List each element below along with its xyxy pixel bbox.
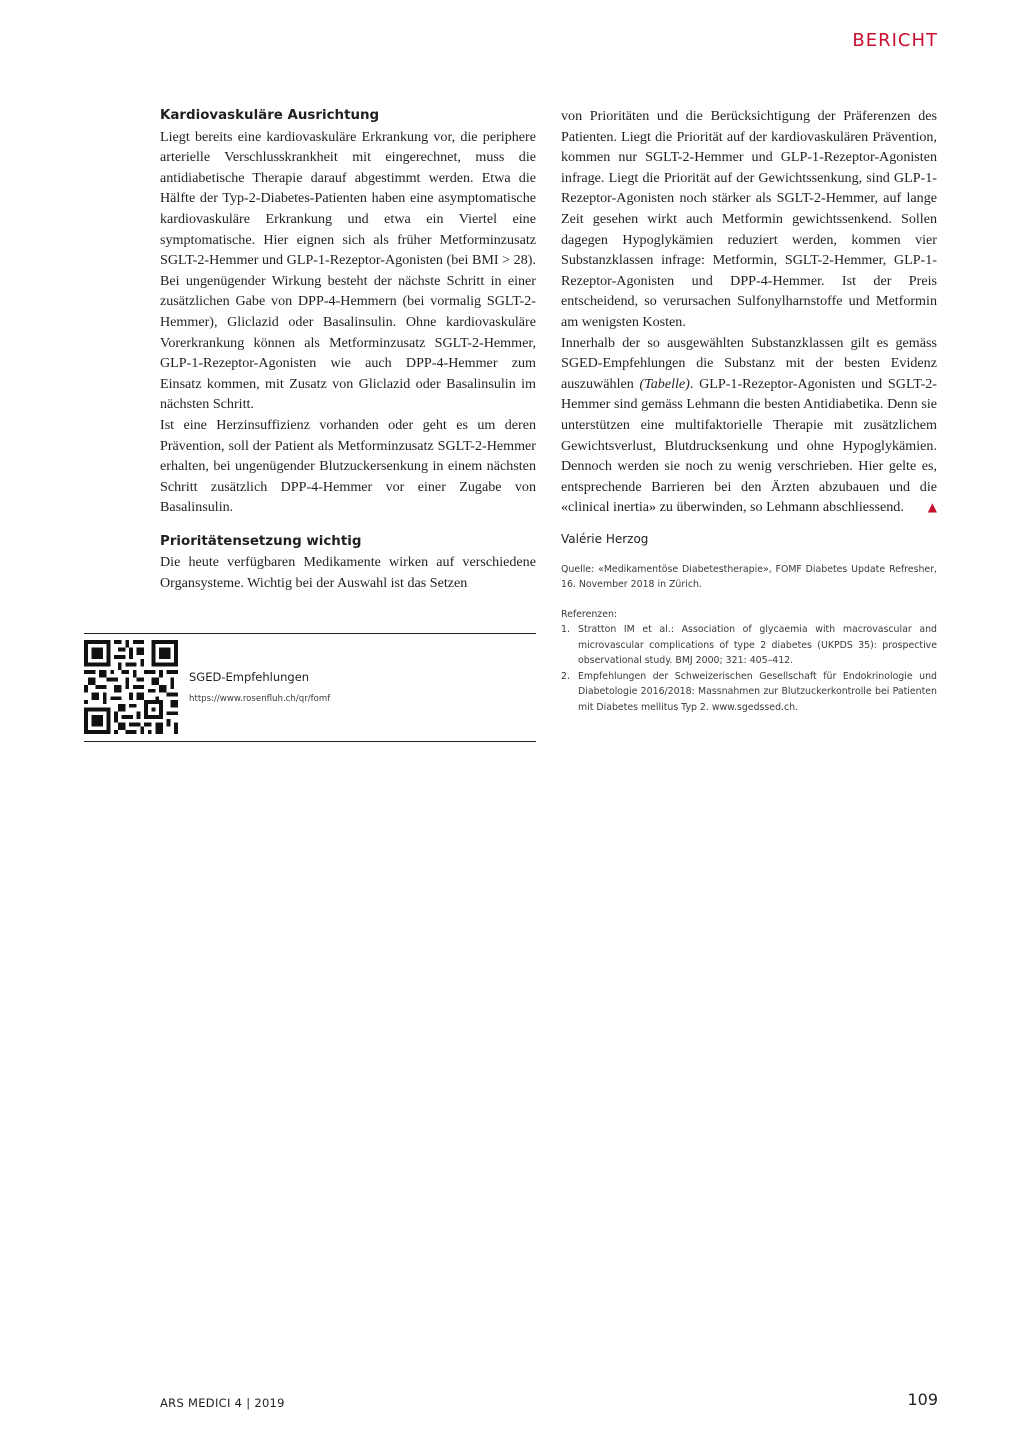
qr-code-icon[interactable] bbox=[84, 640, 178, 734]
section-label: BERICHT bbox=[852, 30, 938, 51]
paragraph-text: Innerhalb der so ausgewählten Substanzklassen gilt es gemäss SGED-Empfehlungen die Substanz mit der besten Evidenz auszuwählen bbox=[561, 334, 937, 392]
paragraph: Die heute verfügbaren Medikamente wirken auf verschiedene Organsysteme. Wichtig bei der Auswahl ist das Setzen bbox=[160, 554, 536, 592]
reference-text: Empfehlungen der Schweizerischen Gesellschaft für Endokrinologie und Diabetologie 2016/2018: Massnahmen zur Blutzuckerkontrolle bei Patienten mit Diabetes mellitus Typ 2. www.sgedssed.ch. bbox=[578, 670, 937, 713]
source-note: Quelle: «Medikamentöse Diabetestherapie», FOMF Diabetes Update Refresher, 16. November 2018 in Zürich. bbox=[561, 563, 937, 591]
reference-text: Stratton IM et al.: Association of glycaemia with macrovascular and microvascular complications of type 2 diabetes (UKPDS 35): prospective observational study. BMJ 2000; 321: 405–412. bbox=[578, 624, 937, 667]
references-list bbox=[561, 622, 937, 715]
reference-item bbox=[561, 669, 937, 716]
right-column bbox=[561, 106, 937, 715]
author-name: Valérie Herzog bbox=[561, 531, 649, 546]
paragraph-text: . GLP-1-Rezeptor-Agonisten und SGLT-2-Hemmer sind gemäss Lehmann die besten Antidiabetika. Denn sie unterstützen eine multifaktorielle Therapie mit zusätzlichem Gewichtsverlust, Blutdrucksenkung und ohne Hypoglykämien. Dennoch werden sie noch zu wenig verschrieben. Hier gelte es, entsprechende Barrieren bei den Ärzten abzubauen und die «clinical inertia» zu überwinden, so Lehmann abschliessend. bbox=[561, 375, 938, 516]
paragraph bbox=[561, 333, 937, 518]
page-number: 109 bbox=[907, 1390, 938, 1409]
paragraph: Ist eine Herzinsuffizienz vorhanden oder geht es um deren Prävention, soll der Patient als Metforminzusatz SGLT-2-Hemmer erhalten, bei ungenügender Blutzuckersenkung in einem nächsten Schritt zusätzlich DPP-4-Hemmer vor einer Zugabe von Basalinsulin. bbox=[160, 416, 536, 516]
references-title: Referenzen: bbox=[561, 608, 618, 620]
reference-item bbox=[561, 622, 937, 669]
reference-number: 2. bbox=[561, 670, 570, 682]
end-triangle-icon: ▲ bbox=[927, 500, 937, 515]
table-reference: (Tabelle) bbox=[639, 375, 690, 392]
footer-journal: ARS MEDICI 4 | 2019 bbox=[160, 1396, 285, 1410]
paragraph: Liegt bereits eine kardiovaskuläre Erkrankung vor, die periphere arterielle Verschlusskrankheit mit eingerechnet, muss die antidiabetische Therapie darauf abgestimmt werden. Etwa die Hälfte der Typ-2-Diabetes-Patienten haben eine asymptomatische kardiovaskuläre Erkrankung und etwa ein Viertel eine symptomatische. Hier eignen sich als früher Metforminzusatz SGLT-2-Hemmer und GLP-1-Rezeptor-Agonisten (bei BMI > 28). Bei ungenügender Wirkung besteht der nächste Schritt in einer zusätzlichen Gabe von DPP-4-Hemmern (bei vormalig SGLT-2-Hemmer), Gliclazid oder Basalinsulin. Ohne kardiovaskuläre Vorerkrankung können als Metforminzusatz SGLT-2-Hemmer, GLP-1-Rezeptor-Agonisten wie auch DPP-4-Hemmer zum Einsatz kommen, mit Zusatz von Gliclazid oder Basalinsulin im nächsten Schritt. bbox=[160, 128, 536, 413]
qr-title: SGED-Empfehlungen bbox=[189, 670, 310, 684]
reference-number: 1. bbox=[561, 624, 570, 636]
paragraph: von Prioritäten und die Berücksichtigung der Präferenzen des Patienten. Liegt die Priorität auf der kardiovaskulären Prävention, kommen nur SGLT-2-Hemmer und GLP-1-Rezeptor-Agonisten infrage. Liegt die Priorität auf der Gewichtssenkung, sind GLP-1-Rezeptor-Agonisten noch stärker als SGLT-2-Hemmer, auf lange Zeit gesehen wirkt auch Metformin gewichtssenkend. Sollen dagegen Hypoglykämien reduziert werden, kommen vier Substanzklassen infrage: Metformin, SGLT-2-Hemmer, GLP-1-Rezeptor-Agonisten und DPP-4-Hemmer. Ist der Preis entscheidend, so verursachen Sulfonylharnstoffe und Metformin am wenigsten Kosten. bbox=[561, 108, 937, 330]
heading-kardiovaskulaer: Kardiovaskuläre Ausrichtung bbox=[160, 108, 380, 123]
qr-url-link[interactable]: https://www.rosenfluh.ch/qr/fomf bbox=[189, 694, 331, 704]
qr-box bbox=[84, 633, 536, 742]
heading-prioritaeten: Prioritätensetzung wichtig bbox=[160, 533, 362, 549]
left-column bbox=[160, 106, 536, 594]
